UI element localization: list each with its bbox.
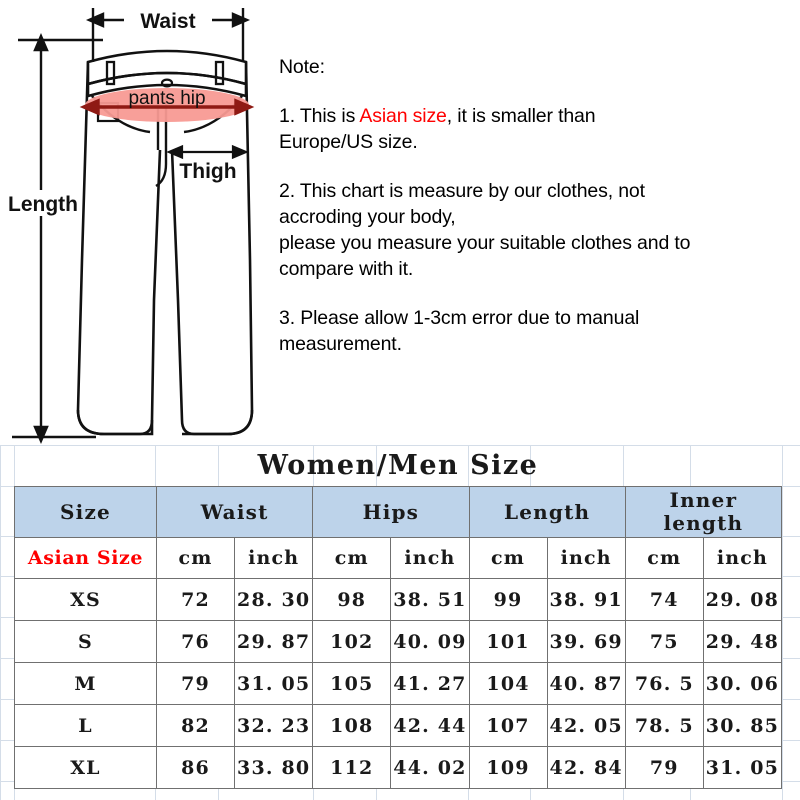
table-row [15,705,782,747]
cell-waist-inch: 29. 87 [235,621,313,663]
table-title-row [14,445,782,486]
cell-length-cm: 107 [469,705,547,747]
cell-inner-inch: 29. 48 [703,621,781,663]
header-size: Size [15,487,157,538]
table-row [15,663,782,705]
cell-length-cm: 109 [469,747,547,789]
cell-hips-inch: 41. 27 [391,663,469,705]
unit-inner-cm: cm [625,538,703,579]
note-1-pre: 1. This is [279,105,360,127]
cell-waist-inch: 31. 05 [235,663,313,705]
cell-waist-inch: 33. 80 [235,747,313,789]
cell-inner-inch: 30. 85 [703,705,781,747]
cell-length-cm: 99 [469,579,547,621]
cell-size: XL [15,747,157,789]
note-2-line2: accroding your body, [279,206,456,228]
cell-inner-cm: 74 [625,579,703,621]
unit-hips-inch: inch [391,538,469,579]
cell-length-inch: 42. 05 [547,705,625,747]
cell-inner-inch: 30. 06 [703,663,781,705]
cell-size: L [15,705,157,747]
cell-inner-inch: 31. 05 [703,747,781,789]
unit-length-cm: cm [469,538,547,579]
unit-hips-cm: cm [313,538,391,579]
cell-waist-cm: 79 [157,663,235,705]
header-inner-length: Inner length [625,487,781,538]
note-2-line3: please you measure your suitable clothes and to [279,232,691,254]
thigh-label: Thigh [179,160,237,183]
cell-inner-cm: 78. 5 [625,705,703,747]
cell-length-cm: 101 [469,621,547,663]
table-row [15,579,782,621]
thigh-dimension-icon [169,147,246,158]
cell-inner-cm: 76. 5 [625,663,703,705]
pants-hip-label: pants hip [128,88,206,109]
button-icon [162,80,172,87]
cell-waist-inch: 32. 23 [235,705,313,747]
unit-inner-inch: inch [703,538,781,579]
cell-length-inch: 42. 84 [547,747,625,789]
table-row [15,747,782,789]
unit-waist-cm: cm [157,538,235,579]
table-header-row [15,487,782,538]
sheet-gridline [0,445,1,800]
header-length: Length [469,487,625,538]
cell-length-inch: 38. 91 [547,579,625,621]
cell-waist-inch: 28. 30 [235,579,313,621]
cell-size: M [15,663,157,705]
note-heading: Note: [279,56,325,78]
sheet-gridline [782,445,783,800]
header-waist: Waist [157,487,313,538]
note-item-2 [279,178,719,282]
table-row [15,621,782,663]
cell-waist-cm: 86 [157,747,235,789]
note-item-3 [279,305,719,357]
cell-length-inch: 39. 69 [547,621,625,663]
cell-inner-cm: 75 [625,621,703,663]
size-chart-table [14,486,782,789]
note-2-line1: 2. This chart is measure by our clothes, not [279,180,645,202]
pants-measurement-diagram [0,0,270,445]
cell-hips-cm: 102 [313,621,391,663]
cell-hips-inch: 44. 02 [391,747,469,789]
cell-size: XS [15,579,157,621]
asian-size-label: Asian Size [15,538,157,579]
cell-hips-cm: 108 [313,705,391,747]
cell-hips-cm: 112 [313,747,391,789]
cell-hips-inch: 42. 44 [391,705,469,747]
unit-waist-inch: inch [235,538,313,579]
header-hips: Hips [313,487,469,538]
page-title: Women/Men Size [257,450,539,481]
cell-hips-cm: 105 [313,663,391,705]
unit-length-inch: inch [547,538,625,579]
cell-size: S [15,621,157,663]
cell-inner-cm: 79 [625,747,703,789]
cell-waist-cm: 76 [157,621,235,663]
notes-panel [279,54,719,357]
note-1-line2: Europe/US size. [279,131,418,153]
waist-label: Waist [140,10,196,33]
note-1-post: , it is smaller than [446,105,596,127]
cell-length-cm: 104 [469,663,547,705]
cell-hips-inch: 38. 51 [391,579,469,621]
note-3-line1: 3. Please allow 1-3cm error due to manual [279,307,640,329]
cell-waist-cm: 82 [157,705,235,747]
cell-waist-cm: 72 [157,579,235,621]
length-label: Length [8,193,78,216]
cell-length-inch: 40. 87 [547,663,625,705]
note-3-line2: measurement. [279,333,402,355]
size-chart-sheet [0,445,800,800]
table-unit-row [15,538,782,579]
cell-hips-cm: 98 [313,579,391,621]
note-1-highlight: Asian size [359,105,447,127]
note-item-1 [279,103,719,155]
cell-inner-inch: 29. 08 [703,579,781,621]
pants-diagram-svg [0,0,270,445]
note-2-line4: compare with it. [279,258,414,280]
cell-hips-inch: 40. 09 [391,621,469,663]
